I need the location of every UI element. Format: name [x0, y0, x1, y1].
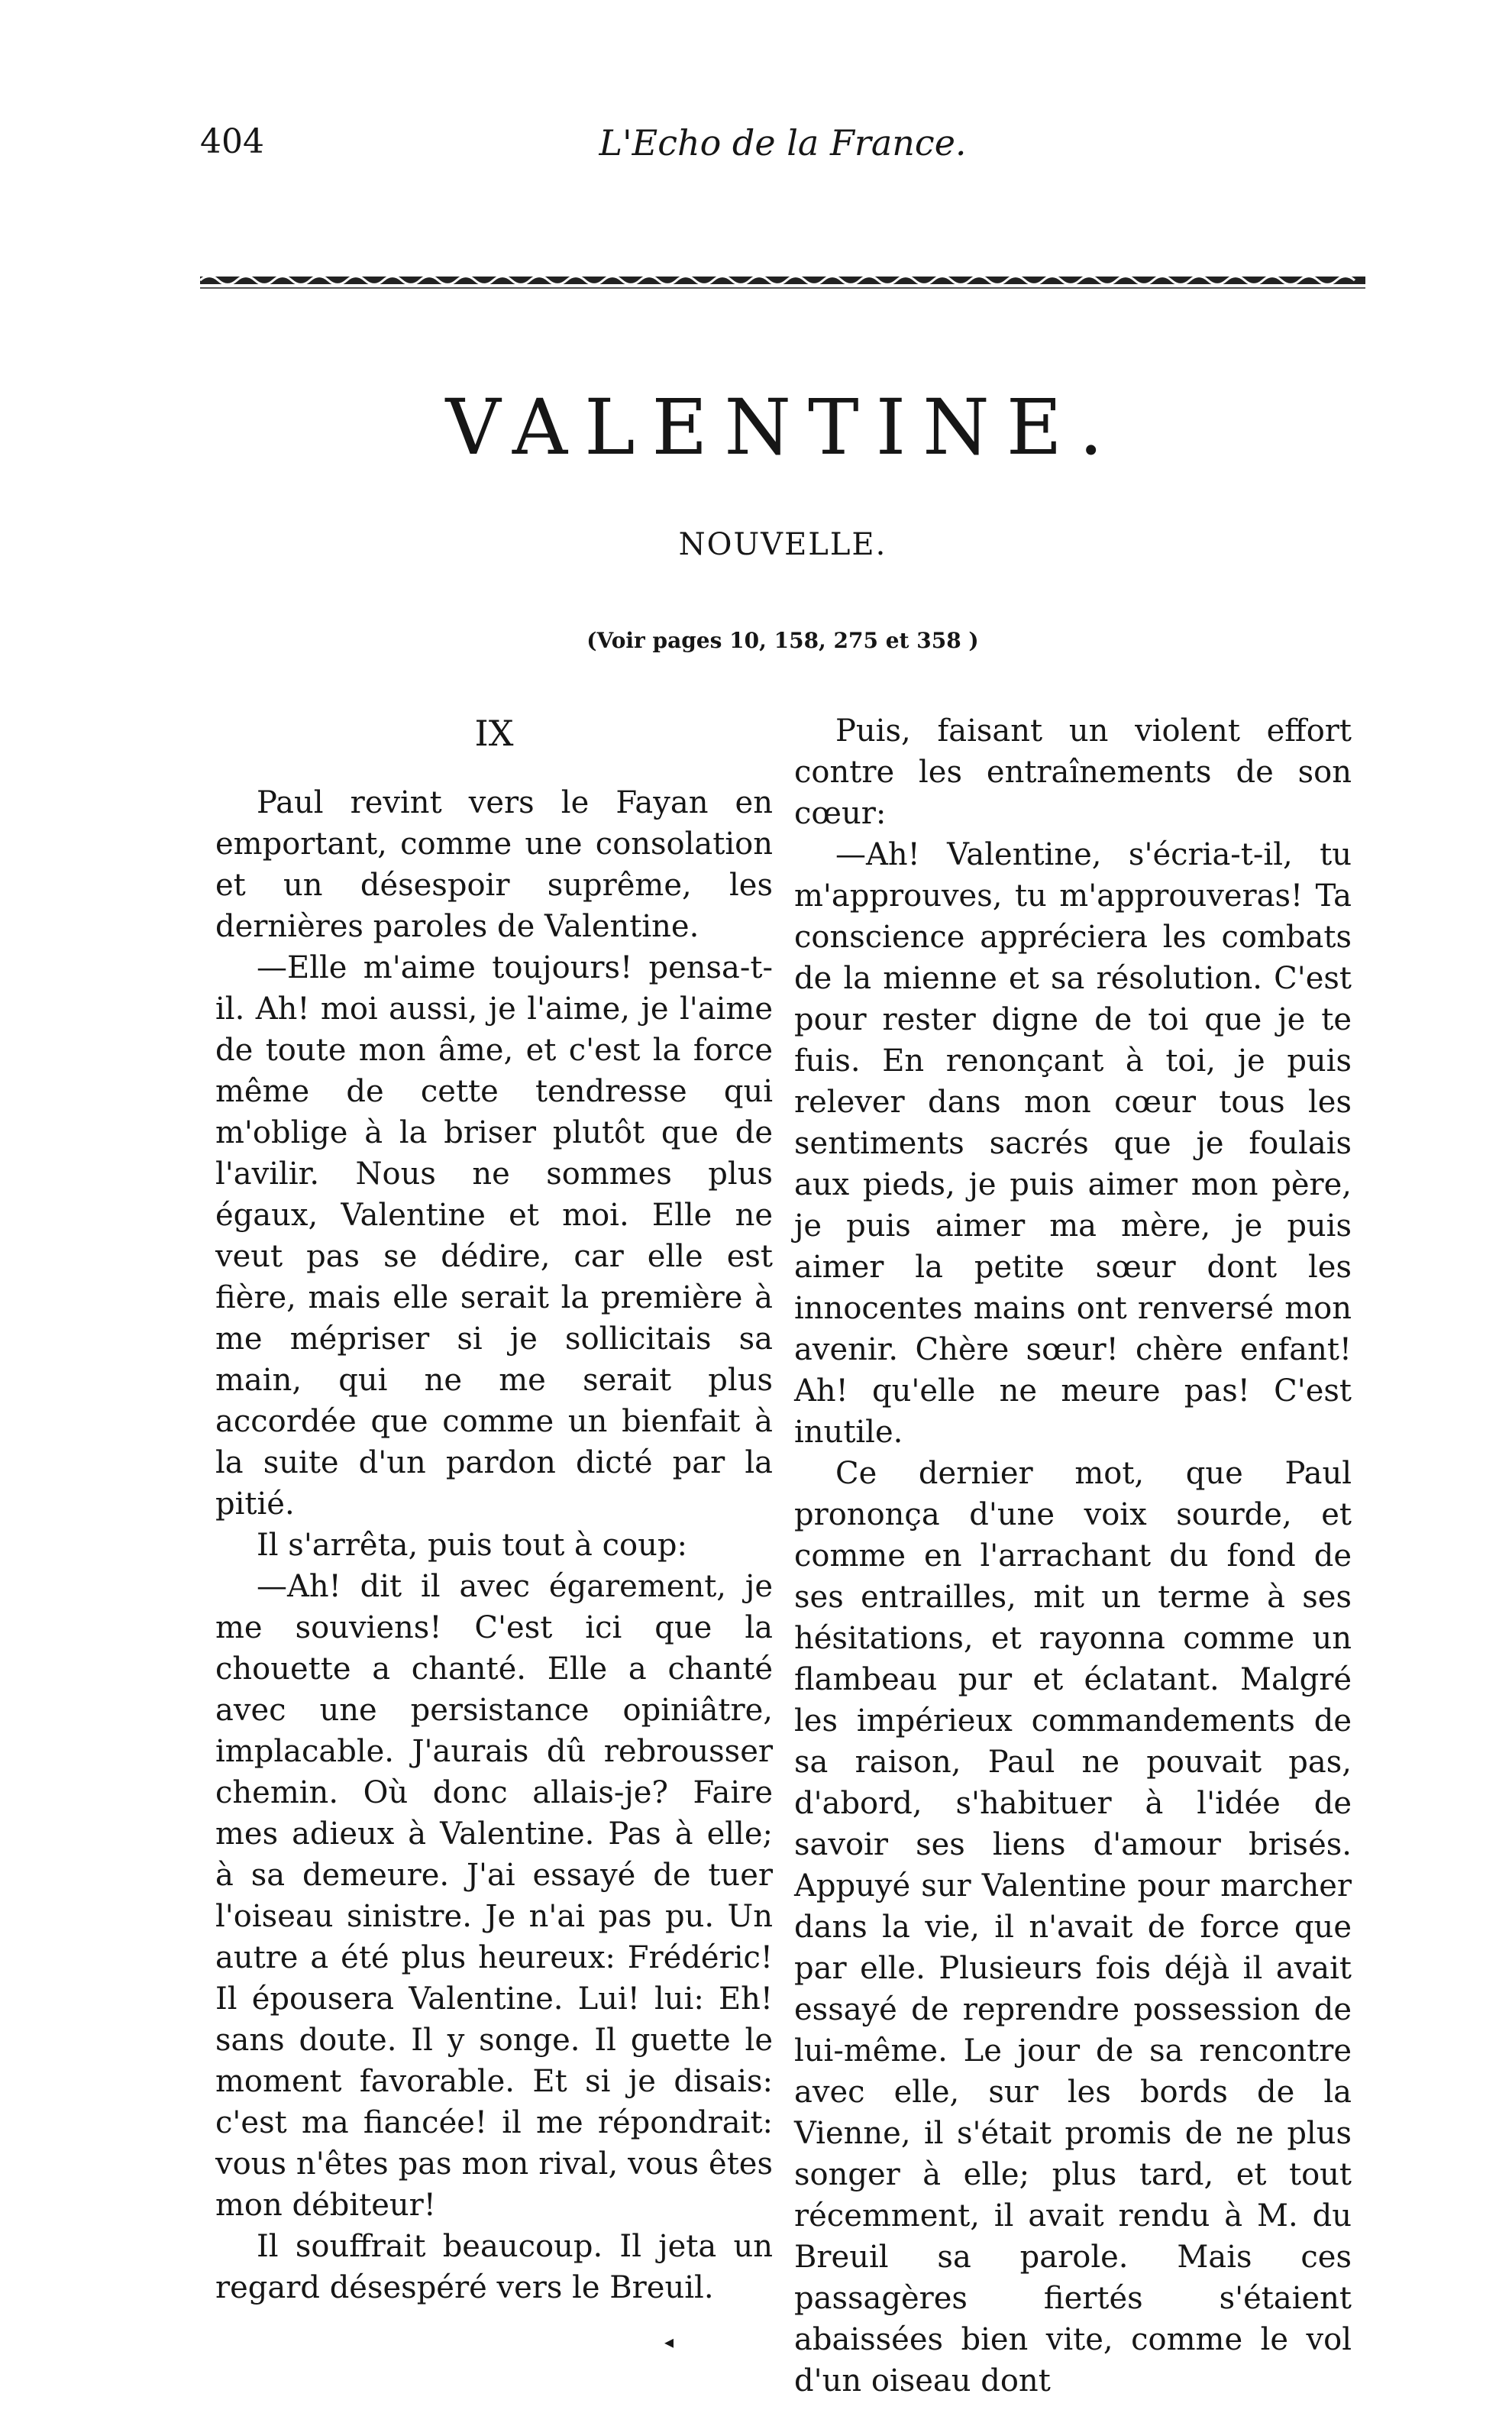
- story-reference: (Voir pages 10, 158, 275 et 358 ): [586, 628, 979, 653]
- paragraph: Puis, faisant un violent effort contre les entraînements de son cœur:: [794, 713, 1352, 831]
- ornamental-rule: [200, 270, 1365, 293]
- left-column: [215, 710, 773, 2308]
- page-number: 404: [200, 122, 264, 161]
- chapter-heading: IX: [474, 713, 514, 754]
- running-title: L'Echo de la France.: [599, 122, 967, 163]
- story-title: VALENTINE.: [445, 383, 1120, 472]
- paragraph: —Ah! dit il avec égarement, je me souviens! C'est ici que la chouette a chanté. Elle a chanté avec une persistance opiniâtre, implacable. J'aurais dû rebrousser chemin. Où donc allais-je? Faire mes adieux à Valentine. Pas à elle; à sa demeure. J'ai essayé de tuer l'oiseau sinistre. Je n'ai pas pu. Un autre a été plus heureux: Frédéric! Il épousera Valentine. Lui! lui: Eh! sans doute. Il y songe. Il guette le moment favorable. Et si je disais: c'est ma fiancée! il me répondrait: vous n'êtes pas mon rival, vous êtes mon débiteur!: [215, 1569, 773, 2223]
- right-column: [794, 710, 1352, 2402]
- paragraph: —Ah! Valentine, s'écria-t-il, tu m'approuves, tu m'approuveras! Ta conscience appréciera les combats de la mienne et sa résolution. C'est pour rester digne de toi que je te fuis. En renonçant à toi, je puis relever dans mon cœur tous les sentiments sacrés que je foulais aux pieds, je puis aimer mon père, je puis aimer ma mère, je puis aimer la petite sœur dont les innocentes mains ont renversé mon avenir. Chère sœur! chère enfant! Ah! qu'elle ne meure pas! C'est inutile.: [794, 837, 1352, 1450]
- paragraph: Paul revint vers le Fayan en emportant, comme une consolation et un désespoir suprême, les dernières paroles de Valentine.: [215, 785, 773, 944]
- paragraph: Ce dernier mot, que Paul prononça d'une voix sourde, et comme en l'arrachant du fond de ses entrailles, mit un terme à ses hésitations, et rayonna comme un flambeau pur et éclatant. Malgré les impérieux commandements de sa raison, Paul ne pouvait pas, d'abord, s'habituer à l'idée de savoir ses liens d'amour brisés. Appuyé sur Valentine pour marcher dans la vie, il n'avait de force que par elle. Plusieurs fois déjà il avait essayé de reprendre possession de lui-même. Le jour de sa rencontre avec elle, sur les bords de la Vienne, il s'était promis de ne plus songer à elle; plus tard, et tout récemment, il avait rendu à M. du Breuil sa parole. Mais ces passagères fiertés s'étaient abaissées bien vite, comme le vol d'un oiseau dont: [794, 1456, 1352, 2399]
- paragraph: Il souffrait beaucoup. Il jeta un regard désespéré vers le Breuil.: [215, 2229, 773, 2305]
- print-mark: ◂: [664, 2331, 674, 2353]
- running-head: [200, 122, 1365, 168]
- paragraph: Il s'arrêta, puis tout à coup:: [257, 1528, 687, 1563]
- story-subtitle: NOUVELLE.: [678, 527, 887, 562]
- paragraph: —Elle m'aime toujours! pensa-t-il. Ah! moi aussi, je l'aime, je l'aime de toute mon âme, et c'est la force même de cette tendresse qui m'oblige à la briser plutôt que de l'avilir. Nous ne sommes plus égaux, Valentine et moi. Elle ne veut pas se dédire, car elle est fière, mais elle serait la première à me mépriser si je sollicitais sa main, qui ne me serait plus accordée que comme un bienfait à la suite d'un pardon dicté par la pitié.: [215, 950, 773, 1522]
